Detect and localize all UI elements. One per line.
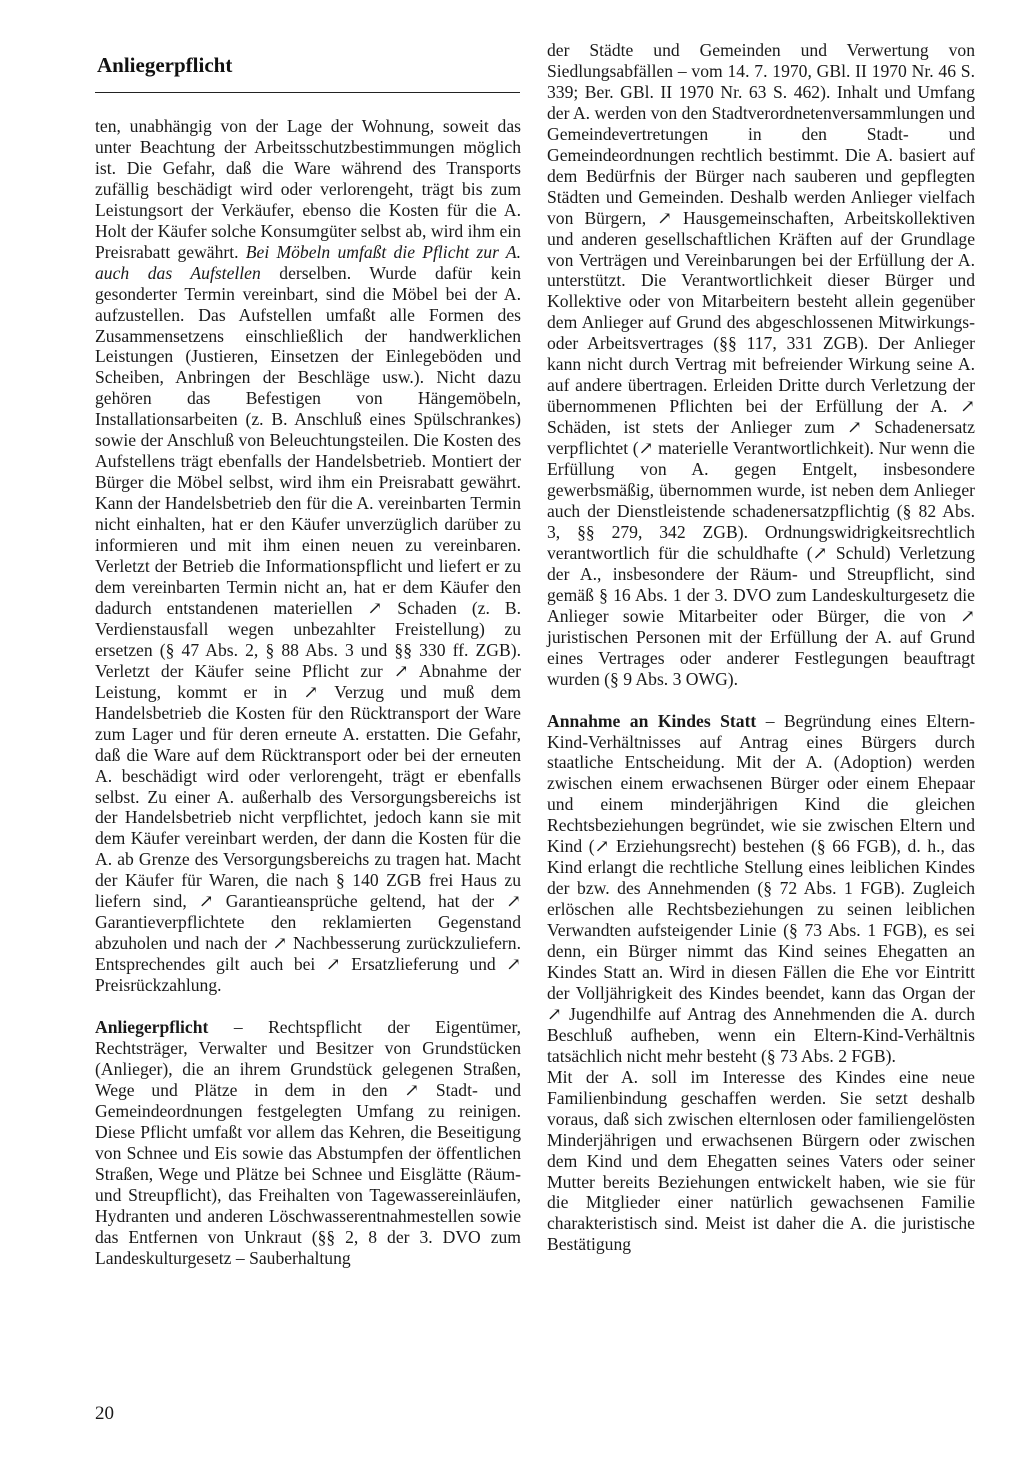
paragraph-text: derselben. Wurde dafür kein gesonderter Termin vereinbart, sind die Möbel bei der A. aufzustellen. Das Aufstellen umfaßt alle Formen des Zusammensetzens einschließlich der handwerklichen Leistungen (Justieren, Einsetzen der Einlegeböden und Scheiben, Anbringen der Beschläge usw.). Nicht dazu gehören das Befestigen von Hängemöbeln, Installationsarbeiten (z. B. Anschluß eines Spülschrankes) sowie der Anschluß von Beleuchtungsteilen. Die Kosten des Aufstellens trägt ebenfalls der Handelsbetrieb. Montiert der Bürger die Möbel selbst, wird ihm ein Preisrabatt gewährt. Kann der Handelsbetrieb den für die A. vereinbarten Termin nicht einhalten, hat er den Käufer unverzüglich darüber zu informieren und mit ihm einen neuen zu vereinbaren. Verletzt der Betrieb die Informationspflicht und liefert er zu dem vereinbarten Termin nicht an, hat er dem Käufer den dadurch entstandenen materiellen ↗ Schaden (z. B. Verdienstausfall wegen unbezahlter Freistellung) zu ersetzen (§ 47 Abs. 2, § 88 Abs. 3 und §§ 330 ff. ZGB). Verletzt der Käufer seine Pflicht zur ↗ Abnahme der Leistung, kommt er in ↗ Verzug und muß dem Handelsbetrieb die Kosten für den Rücktransport der Ware zum Lager und für deren erneute A. erstatten. Die Gefahr, daß die Ware auf dem Rücktransport oder bei der erneuten A. beschädigt wird oder verlorengeht, trägt er ebenfalls selbst. Zu einer A. außerhalb des Versorgungsbereichs ist der Handelsbetrieb nicht verpflichtet, jedoch kann sie mit dem Käufer vereinbart werden, der dann die Kosten für die A. ab Grenze des Versorgungsbereichs zu tragen hat. Macht der Käufer für Waren, die nach § 140 ZGB frei Haus zu liefern sind, ↗ Garantieansprüche geltend, hat der ↗ Garantieverpflichtete den reklamierten Gegenstand abzuholen und nach der ↗ Nachbesserung zurückzuliefern. Entsprechendes gilt auch bei ↗ Ersatzlieferung und ↗ Preisrückzahlung. <box>95 262 521 996</box>
entry-text: – Begründung eines Eltern-Kind-Verhältnisses auf Antrag eines Bürgers durch staatliche Entscheidung. Mit der A. (Adoption) werden zwischen einem erwachsenen Bürger oder einem Ehepaar und einem minderjährigen Kind die gleichen Rechtsbeziehungen begründet, wie sie zwischen Eltern und Kind (↗ Erziehungsrecht) bestehen (§ 66 FGB), d. h., das Kind erlangt die rechtliche Stellung eines leiblichen Kindes der bzw. des Annehmenden (§ 72 Abs. 1 FGB). Zugleich erlöschen alle Rechtsbeziehungen zu seinen leiblichen Verwandten aufsteigender Linie (§ 73 Abs. 1 FGB), es sei denn, ein Bürger nimmt das Kind seines Ehegatten an Kindes Statt an. Wird in diesen Fällen die Ehe vor Eintritt der Volljährigkeit des Kindes beendet, kann das Organ der ↗ Jugendhilfe auf Antrag des Annehmenden die A. durch Beschluß aufheben, wenn ein Eltern-Kind-Verhältnis tatsächlich nicht mehr besteht (§ 73 Abs. 2 FGB). <box>547 710 975 1066</box>
entry-term: Anliegerpflicht <box>95 1017 209 1038</box>
continuation-paragraph: der Städte und Gemeinden und Verwertung von Siedlungsabfällen – vom 14. 7. 1970, GBl. II 1970 Nr. 46 S. 339; Ber. GBl. II 1970 Nr. 63 S. 462). Inhalt und Umfang der A. werden von den Stadtverordnetenversammlungen und Gemeindevertretungen in den Stadt- und Gemeindeordnungen rechtlich bestimmt. Die A. basiert auf dem Bedürfnis der Bürger nach sauberen und gepflegten Städten und Gemeinden. Deshalb werden Anlieger vielfach von Bürgern, ↗ Hausgemeinschaften, Arbeitskollektiven und anderen gesellschaftlichen Kräften auf der Grundlage von Verträgen und Vereinbarungen bei der Erfüllung der A. unterstützt. Die Verantwortlichkeit dieser Bürger und Kollektive oder von Mitarbeitern besteht allein gegenüber dem Anlieger auf Grund des abgeschlossenen Mitwirkungs- oder Arbeitsvertrages (§§ 117, 331 ZGB). Der Anlieger kann nicht durch Vertrag mit befreiender Wirkung seine A. auf andere übertragen. Erleiden Dritte durch Verletzung der übernommenen Pflichten bei der Erfüllung der A. ↗ Schäden, ist stets der Anlieger zum ↗ Schadenersatz verpflichtet (↗ materielle Verantwortlichkeit). Nur wenn die Erfüllung von A. gegen Entgelt, insbesondere gewerbsmäßig, übernommen wurde, ist neben dem Anlieger auch der Dienstleistende schadenersatzpflichtig (§ 82 Abs. 3, §§ 279, 342 ZGB). Ordnungswidrigkeitsrechtlich verantwortlich für die schuldhafte (↗ Schuld) Verletzung der A., insbesondere der Räum- und Streupflicht, sind gemäß § 16 Abs. 1 der 3. DVO zum Landeskulturgesetz die Anlieger sowie Mitarbeiter oder Bürger, die von ↗ juristischen Personen mit der Erfüllung der A. auf Grund eines Vertrages oder anderer Festlegungen beauftragt wurden (§ 9 Abs. 3 OWG). <box>547 40 975 689</box>
emphasized-text: Bei Möbeln umfaßt die Pflicht zur A. auch das Aufstellen <box>95 241 521 283</box>
entry-anliegerpflicht <box>95 1017 521 1268</box>
paragraph: Mit der A. soll im Interesse des Kindes eine neue Familienbindung geschaffen werden. Sie setzt deshalb voraus, daß sich zwischen elternlosen oder familiengelösten Minderjährigen und erwachsenen Bürgern oder zwischen dem Kind und dem Ehegatten seines Vaters oder seiner Mutter bereits Beziehungen entwickelt haben, wie sie für die Mitglieder einer natürlich gewachsenen Familie charakteristisch sind. Meist ist daher die A. die juristische Bestätigung <box>547 1066 975 1255</box>
left-column <box>95 116 521 1268</box>
entry-text: – Rechtspflicht der Eigentümer, Rechtsträger, Verwalter und Besitzer von Grundstücken (Anlieger), die an ihrem Grundstück gelegenen Straßen, Wege und Plätze in dem in den ↗ Stadt- und Gemeindeordnungen festgelegten Umfang zu reinigen. Diese Pflicht umfaßt vor allem das Kehren, die Beseitigung von Schnee und Eis sowie das Abstumpfen der öffentlichen Straßen, Wege und Plätze bei Schnee und Eisglätte (Räum- und Streupflicht), das Freihalten von Tagewassereinläufen, Hydranten und anderen Löschwasserentnahmestellen sowie das Entfernen von Unkraut (§§ 2, 8 der 3. DVO zum Landeskulturgesetz – Sauberhaltung <box>95 1017 521 1268</box>
header-rule <box>95 92 520 93</box>
right-column <box>547 40 975 1255</box>
running-head: Anliegerpflicht <box>97 53 233 77</box>
entry-annahme-an-kindes-statt <box>547 711 975 1067</box>
continuation-paragraph <box>95 116 521 996</box>
page-number: 20 <box>95 1403 114 1424</box>
entry-term: Annahme an Kindes Statt <box>547 710 757 731</box>
paragraph-text: ten, unabhängig von der Lage der Wohnung, soweit das unter Beachtung der Arbeitsschutzbestimmungen möglich ist. Die Gefahr, daß die Ware während des Transports zufällig beschädigt wird oder verlorengeht, trägt bis zum Leistungsort der Verkäufer, ebenso die Kosten für die A. Holt der Käufer solche Konsumgüter selbst ab, wird ihm ein Preisrabatt gewährt. <box>95 116 521 262</box>
